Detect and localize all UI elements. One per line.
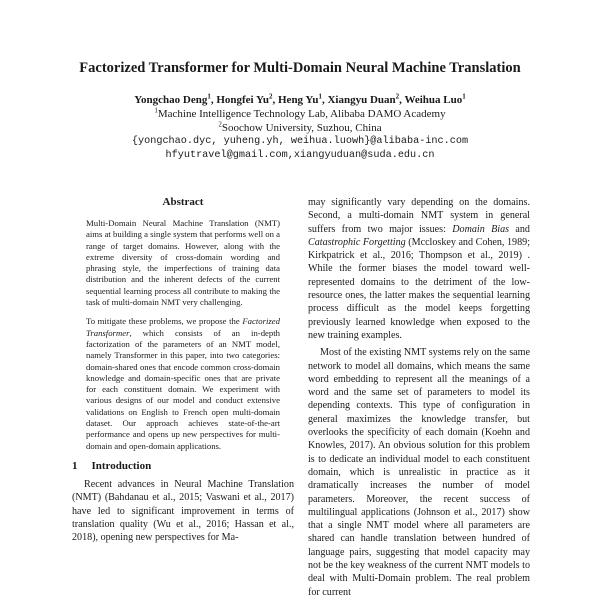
author-name: Weihua Luo [404, 94, 463, 106]
affiliation-mark: 1 [154, 106, 158, 115]
author-name: Yongchao Deng [134, 94, 208, 106]
section-number: 1 [72, 459, 78, 472]
affiliation-text: Machine Intelligence Technology Lab, Alibaba DAMO Academy [157, 108, 446, 120]
author-name: Heng Yu [278, 94, 319, 106]
section-title: Introduction [91, 459, 152, 472]
section-heading [72, 460, 294, 472]
text-run: may significantly vary depending on the domains. Second, a multi-domain NMT system in general suffers from two major issues: [308, 197, 530, 235]
emphasis-text: Domain Bias [452, 223, 510, 235]
author-affiliation-mark: 2 [395, 92, 400, 101]
abstract-paragraph [72, 316, 294, 452]
author-affiliation-mark: 1 [462, 92, 466, 101]
paper-title: Factorized Transformer for Multi-Domain Neural Machine Translation [79, 60, 521, 76]
body-paragraph: Recent advances in Neural Machine Translation (NMT) (Bahdanau et al., 2015; Vaswani et al., 2017) have led to significant improvement in terms of translation quality (Wu et al., 2016; Hassan et al., 2018), opening new perspectives for Ma- [72, 478, 294, 544]
affiliation-text: Soochow University, Suzhou, China [221, 122, 382, 134]
emphasis-text: Catastrophic Forgetting [308, 236, 406, 248]
emphasis-text: Factorized Transformer [86, 316, 280, 338]
body-paragraph: Most of the existing NMT systems rely on the same network to model all domains, which means the same word embedding to represent all the meanings of a word and the same set of parameters to model its depending contexts. This type of configuration in general maximizes the knowledge transfer, but overlooks the specificity of each domain (Koehn and Knowles, 2017). An obvious solution for this problem is to dedicate an individual model to each constituent domain, which is unrealistic in practice as it dramatically increases the number of model parameters. Moreover, the recent success of multilingual applications (Johnson et al., 2017) show that a single NMT model where all parameters are shared can handle translation between hundred of language pairs, suggesting that model capacity may not be the key weakness of the current NMT models to deal with Multi-Domain problem. The real problem for current [308, 347, 530, 598]
text-run: and [509, 223, 530, 235]
text-run: To mitigate these problems, we propose the [86, 316, 243, 327]
author-list: Yongchao Deng$^1$, Hongfei Yu$^2$, Heng Yu$^1$, Xiangyu Duan$^2$, Weihua Luo$^1$ [134, 92, 466, 106]
author-emails: {yongchao.dyc, yuheng.yh, weihua.luowh}@alibaba-inc.com [131, 136, 469, 147]
author-affiliation-mark: 1 [207, 92, 211, 101]
author-affiliation-mark: 1 [318, 92, 322, 101]
author-affiliation-mark: 2 [269, 92, 273, 101]
affiliation [0, 122, 600, 134]
author-emails: hfyutravel@gmail.com,xiangyuduan@suda.edu.cn [165, 150, 435, 161]
abstract-paragraph: Multi-Domain Neural Machine Translation (NMT) aims at building a single system that performs well on a range of target domains. However, along with the extreme diversity of cross-domain wording and phrasing style, the imperfections of training data distribution and the inherent defects of the current sequential learning process all contribute to making the task of multi-domain NMT very challenging. [86, 218, 280, 308]
left-column [72, 196, 294, 544]
author-name: Xiangyu Duan [327, 94, 396, 106]
body-paragraph [308, 196, 530, 342]
text-run: , which consists of an in-depth factorization of the parameters of an NMT model, namely Transformer in this paper, into two categories: domain-shared ones that encode common cross-domain knowledge and domain-specific ones that are private for each constituent domain. We experiment with various designs of our model and conduct extensive validations on English to French open multi-domain dataset. Our approach achieves state-of-the-art performance and opens up new perspectives for multi-domain and open-domain applications. [86, 327, 280, 451]
abstract-section [72, 196, 294, 452]
author-name: Hongfei Yu [216, 94, 269, 106]
affiliation [0, 108, 600, 120]
right-column [308, 196, 530, 603]
abstract-heading: Abstract [162, 196, 204, 208]
affiliation-mark: 2 [218, 120, 222, 129]
text-run: (Mccloskey and Cohen, 1989; Kirkpatrick et al., 2016; Thompson et al., 2019) . While the former biases the model toward well-represented domains to the detriment of the low-resource ones, the latter makes the sequential learning process difficult as the model keeps forgetting previously learned knowledge when exposed to the new training examples. [308, 236, 531, 341]
